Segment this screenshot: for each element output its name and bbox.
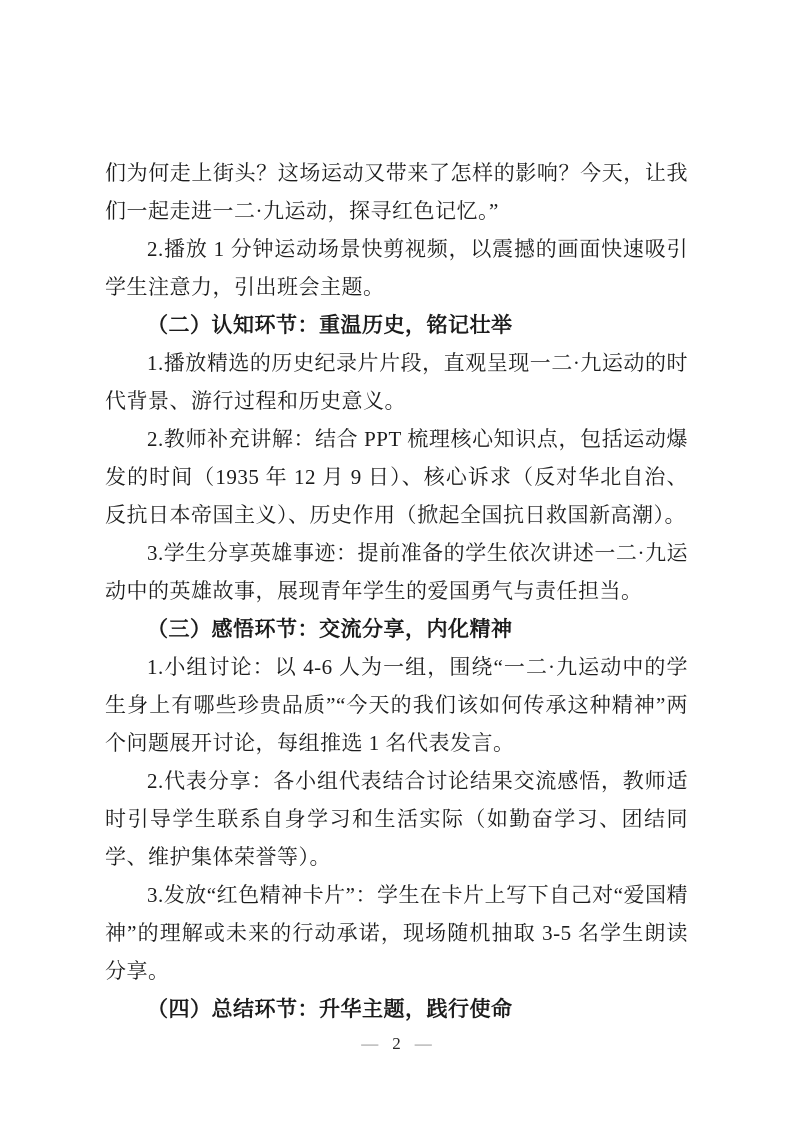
footer-dash-right: — <box>414 1034 432 1053</box>
section-heading-3: （三）感悟环节：交流分享，内化精神 <box>147 617 513 641</box>
paragraph: 们为何走上街头？这场运动又带来了怎样的影响？今天，让我们一起走进一二·九运动，探寻红色记忆。” <box>105 161 688 223</box>
document-body <box>105 154 688 1028</box>
section-heading-2: （二）认知环节：重温历史，铭记壮举 <box>147 313 513 337</box>
page-footer <box>0 1032 793 1056</box>
paragraph: 3.学生分享英雄事迹：提前准备的学生依次讲述一二·九运动中的英雄故事，展现青年学生的爱国勇气与责任担当。 <box>105 541 688 603</box>
footer-dash-left: — <box>361 1034 379 1053</box>
page-number: 2 <box>392 1034 401 1053</box>
paragraph: 2.教师补充讲解：结合 PPT 梳理核心知识点，包括运动爆发的时间（1935 年 12 月 9 日）、核心诉求（反对华北自治、反抗日本帝国主义）、历史作用（掀起全国抗日救国新高潮）。 <box>105 427 688 527</box>
paragraph: 3.发放“红色精神卡片”：学生在卡片上写下自己对“爱国精神”的理解或未来的行动承诺，现场随机抽取 3-5 名学生朗读分享。 <box>105 883 688 983</box>
paragraph: 2.播放 1 分钟运动场景快剪视频，以震撼的画面快速吸引学生注意力，引出班会主题。 <box>105 237 688 299</box>
paragraph: 1.播放精选的历史纪录片片段，直观呈现一二·九运动的时代背景、游行过程和历史意义。 <box>105 351 688 413</box>
paragraph: 1.小组讨论：以 4-6 人为一组，围绕“一二·九运动中的学生身上有哪些珍贵品质”“今天的我们该如何传承这种精神”两个问题展开讨论，每组推选 1 名代表发言。 <box>105 655 688 755</box>
paragraph: 2.代表分享：各小组代表结合讨论结果交流感悟，教师适时引导学生联系自身学习和生活实际（如勤奋学习、团结同学、维护集体荣誉等）。 <box>105 769 688 869</box>
section-heading-4: （四）总结环节：升华主题，践行使命 <box>147 997 513 1021</box>
